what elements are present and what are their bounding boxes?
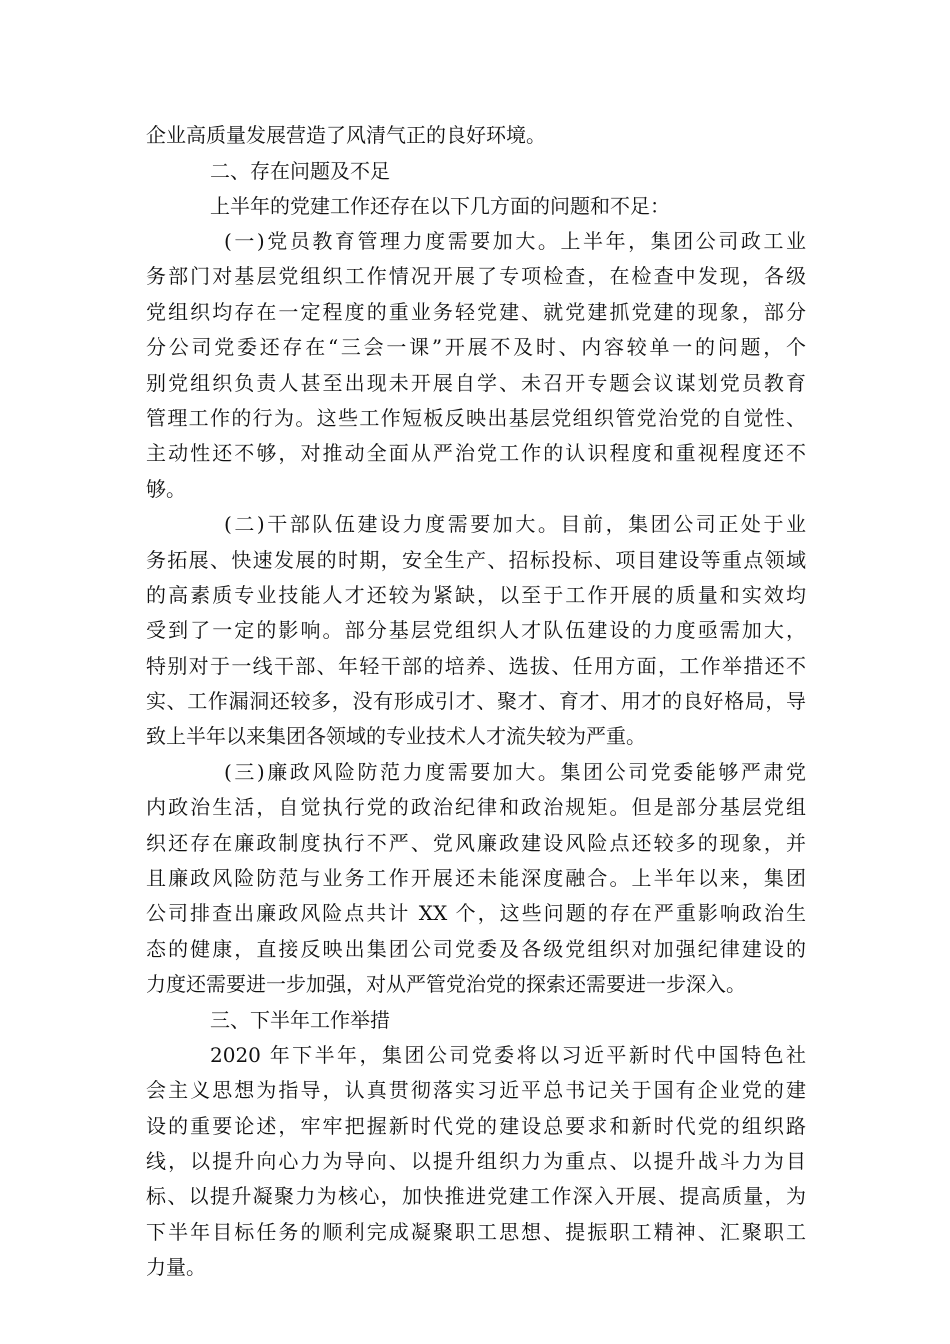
text-line: 上半年的党建工作还存在以下几方面的问题和不足：	[210, 194, 670, 218]
text-line: 会主义思想为指导，认真贯彻落实习近平总书记关于国有企业党的建	[146, 1078, 806, 1102]
paragraph-start-line: (二)干部队伍建设力度需要加大。目前，集团公司正处于业	[224, 512, 806, 536]
text-line: 特别对于一线干部、年轻干部的培养、选拔、任用方面，工作举措还不	[146, 654, 806, 678]
text-line: 公司排查出廉政风险点共计 XX 个，这些问题的存在严重影响政治生	[146, 901, 806, 925]
text-line: 管理工作的行为。这些工作短板反映出基层党组织管党治党的自觉性、	[146, 406, 806, 430]
text-line: 务拓展、快速发展的时期，安全生产、招标投标、项目建设等重点领域	[146, 548, 806, 572]
paragraph-start-line: (一)党员教育管理力度需要加大。上半年，集团公司政工业	[224, 229, 806, 253]
text-line: 态的健康，直接反映出集团公司党委及各级党组织对加强纪律建设的	[146, 937, 806, 961]
text-line: 且廉政风险防范与业务工作开展还未能深度融合。上半年以来，集团	[146, 866, 806, 890]
text-line: 党组织均存在一定程度的重业务轻党建、就党建抓党建的现象，部分	[146, 300, 806, 324]
section-heading: 二、存在问题及不足	[210, 159, 390, 183]
section-heading: 三、下半年工作举措	[210, 1008, 390, 1032]
text-line: 力量。	[146, 1255, 206, 1279]
text-line: 内政治生活，自觉执行党的政治纪律和政治规矩。但是部分基层党组	[146, 795, 806, 819]
text-line: 企业高质量发展营造了风清气正的良好环境。	[146, 123, 546, 147]
text-line: 力度还需要进一步加强，对从严管党治党的探索还需要进一步深入。	[146, 972, 746, 996]
text-line: 下半年目标任务的顺利完成凝聚职工思想、提振职工精神、汇聚职工	[146, 1220, 806, 1244]
text-line: 实、工作漏洞还较多，没有形成引才、聚才、育才、用才的良好格局，导	[146, 689, 806, 713]
text-line: 主动性还不够，对推动全面从严治党工作的认识程度和重视程度还不	[146, 441, 806, 465]
text-line: 别党组织负责人甚至出现未开展自学、未召开专题会议谋划党员教育	[146, 371, 806, 395]
text-line: 织还存在廉政制度执行不严、党风廉政建设风险点还较多的现象，并	[146, 831, 806, 855]
text-line: 线，以提升向心力为导向、以提升组织力为重点、以提升战斗力为目	[146, 1149, 806, 1173]
text-line: 标、以提升凝聚力为核心，加快推进党建工作深入开展、提高质量，为	[146, 1184, 806, 1208]
text-line: 致上半年以来集团各领域的专业技术人才流失较为严重。	[146, 724, 646, 748]
text-line: 务部门对基层党组织工作情况开展了专项检查，在检查中发现，各级	[146, 264, 806, 288]
text-line: 够。	[146, 477, 186, 501]
text-line: 的高素质专业技能人才还较为紧缺，以至于工作开展的质量和实效均	[146, 583, 806, 607]
text-line: 受到了一定的影响。部分基层党组织人才队伍建设的力度亟需加大，	[146, 618, 806, 642]
paragraph-start-line: (三)廉政风险防范力度需要加大。集团公司党委能够严肃党	[224, 760, 806, 784]
paragraph-start-line: 2020 年下半年，集团公司党委将以习近平新时代中国特色社	[210, 1043, 806, 1067]
text-line: 设的重要论述，牢牢把握新时代党的建设总要求和新时代党的组织路	[146, 1114, 806, 1138]
text-line: 分公司党委还存在“三会一课”开展不及时、内容较单一的问题，个	[146, 335, 806, 359]
